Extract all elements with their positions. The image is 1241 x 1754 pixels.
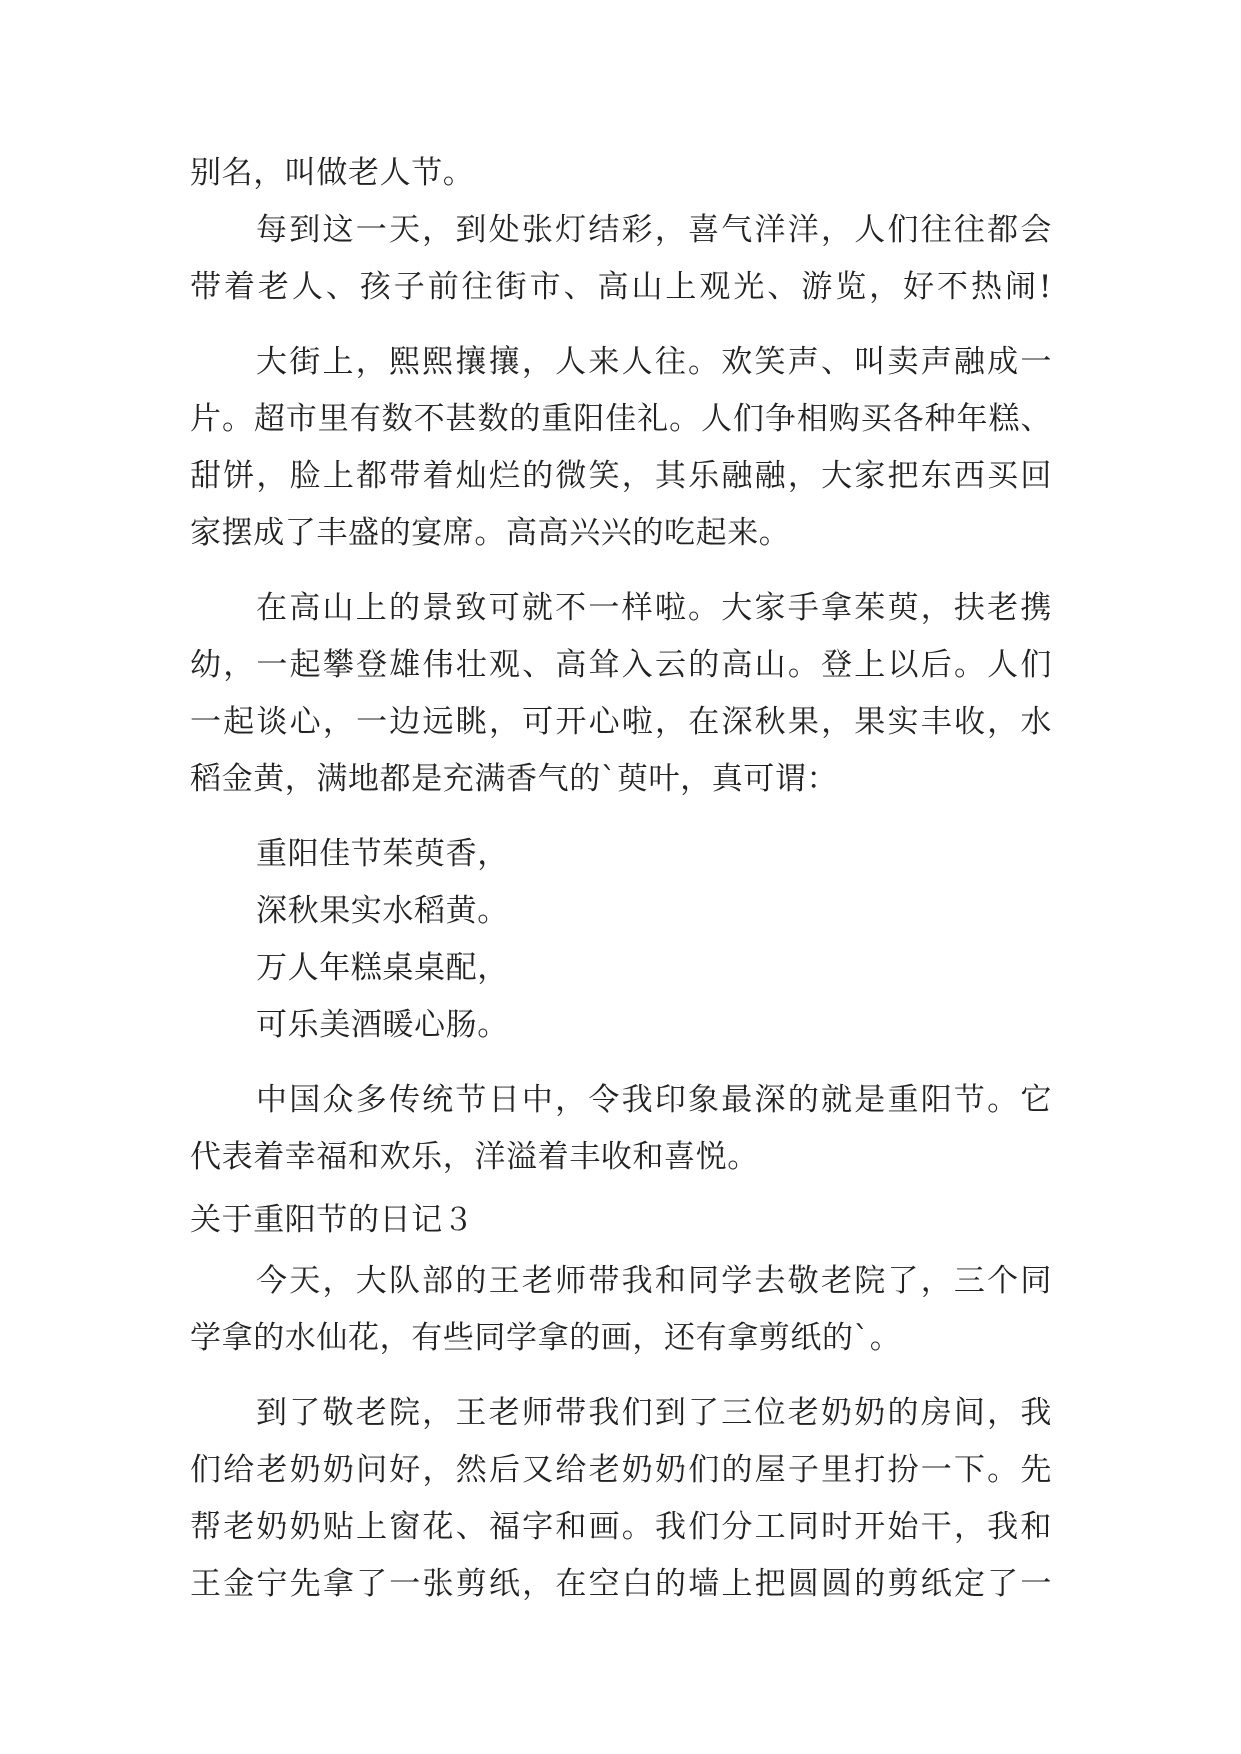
text-line: 万人年糕桌桌配， <box>256 950 509 986</box>
text-line: 帮老奶奶贴上窗花、福字和画。我们分工同时开始干，我和 <box>190 1509 1052 1545</box>
text-line: 大街上，熙熙攘攘，人来人往。欢笑声、叫卖声融成一 <box>256 344 1052 380</box>
text-line: 家摆成了丰盛的宴席。高高兴兴的吃起来。 <box>190 515 791 551</box>
text-line: 每到这一天，到处张灯结彩，喜气洋洋，人们往往都会 <box>256 212 1052 248</box>
text-line: 今天，大队部的王老师带我和同学去敬老院了，三个同 <box>256 1263 1052 1299</box>
text-line: 在高山上的景致可就不一样啦。大家手拿茱萸，扶老携 <box>256 590 1052 626</box>
text-line: 幼，一起攀登雄伟壮观、高耸入云的高山。登上以后。人们 <box>190 647 1052 683</box>
text-line: 片。超市里有数不甚数的重阳佳礼。人们争相购买各种年糕、 <box>190 401 1052 437</box>
text-line: 学拿的水仙花，有些同学拿的画，还有拿剪纸的`。 <box>190 1320 902 1356</box>
section-heading: 关于重阳节的日记３ <box>190 1202 475 1238</box>
text-line: 甜饼，脸上都带着灿烂的微笑，其乐融融，大家把东西买回 <box>190 458 1052 494</box>
text-line: 到了敬老院，王老师带我们到了三位老奶奶的房间，我 <box>256 1395 1052 1431</box>
text-line: 一起谈心，一边远眺，可开心啦，在深秋果，果实丰收，水 <box>190 704 1052 740</box>
text-line: 重阳佳节茱萸香， <box>256 836 509 872</box>
text-line: 代表着幸福和欢乐，洋溢着丰收和喜悦。 <box>190 1139 759 1175</box>
text-line: 稻金黄，满地都是充满香气的`萸叶，真可谓： <box>190 761 839 797</box>
text-line: 可乐美酒暖心肠。 <box>256 1007 509 1043</box>
text-line: 深秋果实水稻黄。 <box>256 893 509 929</box>
text-line: 王金宁先拿了一张剪纸，在空白的墙上把圆圆的剪纸定了一 <box>190 1566 1052 1602</box>
text-line: 别名，叫做老人节。 <box>190 155 475 191</box>
text-line: 们给老奶奶问好，然后又给老奶奶们的屋子里打扮一下。先 <box>190 1452 1052 1488</box>
text-line: 中国众多传统节日中，令我印象最深的就是重阳节。它 <box>256 1082 1052 1118</box>
text-line: 带着老人、孩子前往街市、高山上观光、游览，好不热闹! <box>190 269 1052 305</box>
